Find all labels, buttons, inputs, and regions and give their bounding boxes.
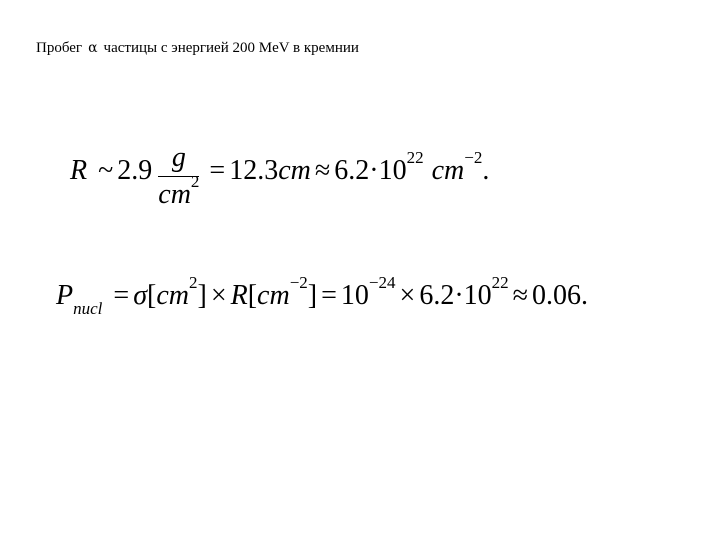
unit-cm: cm [156, 280, 189, 311]
left-bracket-2: [ [247, 280, 258, 311]
right-bracket-2: ] [307, 280, 318, 311]
equals-sign-2: = [321, 280, 337, 311]
ten-1: 10 [340, 280, 369, 311]
equals-sign: = [209, 154, 226, 186]
equals-sign: = [113, 280, 130, 311]
var-R: R [70, 154, 88, 186]
var-P: P [56, 280, 74, 311]
times-symbol-2: × [399, 280, 416, 311]
cdot: · [454, 280, 464, 311]
subscript-nucl: nucl [73, 299, 103, 318]
unit-cm: cm [278, 154, 311, 186]
sim-symbol: ~ [98, 154, 114, 186]
range-equation [70, 140, 490, 210]
unit-cm-2: cm [431, 154, 465, 186]
ten-2: 10 [463, 280, 492, 311]
denominator-exponent: 2 [190, 172, 200, 191]
period: . [482, 154, 490, 186]
nuclear-probability-equation [56, 273, 589, 318]
alpha-symbol: α [88, 40, 98, 56]
mantissa: 6.2 [419, 280, 455, 311]
unit-cm-2: cm [257, 280, 290, 311]
exponent-minus2: −2 [289, 273, 308, 292]
coef: 2.9 [117, 154, 153, 186]
value-12-3: 12.3 [229, 154, 279, 186]
exponent-minus2: −2 [464, 147, 483, 167]
slide-title [36, 40, 359, 57]
fraction [158, 144, 199, 209]
result-value: 0.06. [532, 280, 589, 311]
approx-symbol: ≈ [512, 280, 529, 311]
ten: 10 [378, 154, 407, 186]
exponent-22: 22 [491, 273, 509, 292]
right-bracket: ] [197, 280, 207, 311]
sigma: σ [133, 280, 147, 311]
exponent-22: 22 [406, 147, 424, 167]
left-bracket: [ [147, 280, 157, 311]
frac-denominator: cm [158, 179, 191, 210]
frac-numerator: g [171, 142, 186, 173]
mantissa: 6.2 [334, 154, 370, 186]
title-suffix: частицы с энергией 200 MeV в кремнии [103, 40, 359, 56]
var-R: R [230, 280, 248, 311]
cdot: · [369, 154, 379, 186]
approx-symbol: ≈ [314, 154, 331, 186]
title-prefix: Пробег [36, 40, 83, 56]
exponent-2: 2 [188, 273, 198, 292]
times-symbol: × [210, 280, 227, 311]
exponent-minus24: −24 [368, 273, 396, 292]
